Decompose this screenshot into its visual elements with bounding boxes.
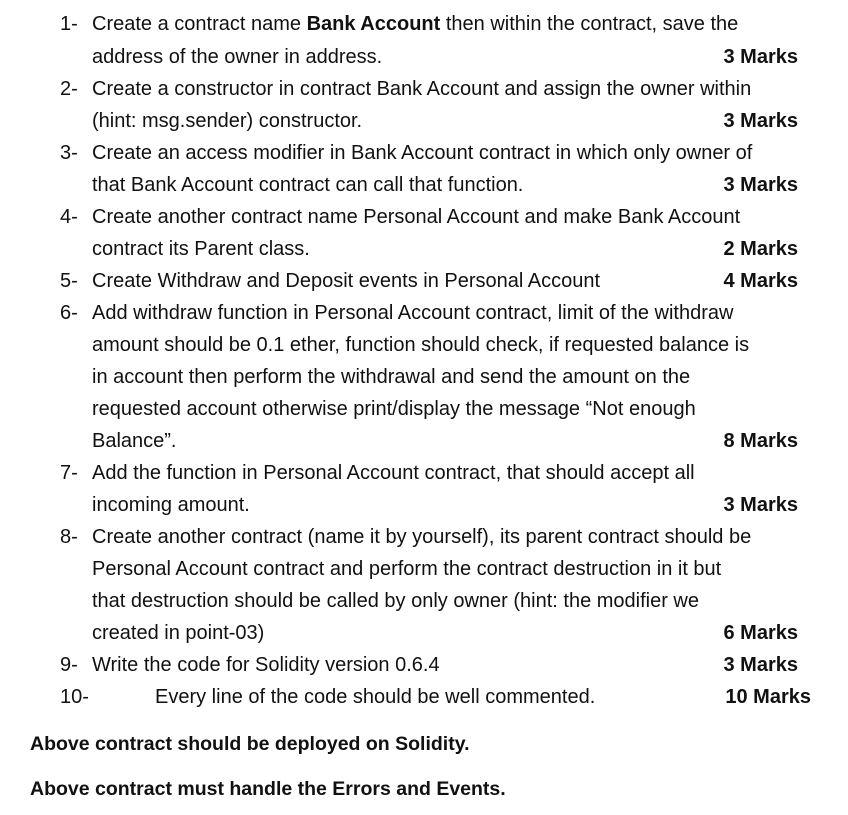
item-number: 9- [60, 654, 78, 676]
item-text: that destruction should be called by only owner (hint: the modifier we [92, 590, 700, 612]
contract-name-bold: Bank Account [306, 13, 441, 35]
item-text: amount should be 0.1 ether, function should check, if requested balance is [92, 334, 750, 356]
item-number: 2- [60, 78, 78, 100]
marks-label: 3 Marks [723, 494, 798, 516]
item-text: address of the owner in address. [92, 46, 383, 68]
marks-label: 3 Marks [723, 654, 798, 676]
item-text: Write the code for Solidity version 0.6.4 [92, 654, 440, 676]
item-text: Personal Account contract and perform the contract destruction in it but [92, 558, 722, 580]
item-text: requested account otherwise print/display the message “Not enough [92, 398, 696, 420]
item-text: that Bank Account contract can call that function. [92, 174, 524, 196]
item-text [92, 12, 738, 36]
item-text: Add the function in Personal Account contract, that should accept all [92, 462, 695, 484]
item-text: Create an access modifier in Bank Account contract in which only owner of [92, 142, 753, 164]
item-text: incoming amount. [92, 494, 250, 516]
item-number: 1- [60, 13, 78, 35]
item-text: Add withdraw function in Personal Account contract, limit of the withdraw [92, 302, 734, 324]
item-text: in account then perform the withdrawal and send the amount on the [92, 366, 691, 388]
item-text: Create another contract (name it by yourself), its parent contract should be [92, 526, 752, 548]
marks-label: 10 Marks [725, 686, 811, 708]
item-text: Every line of the code should be well commented. [155, 686, 596, 708]
item-text: contract its Parent class. [92, 238, 310, 260]
item-text: Create Withdraw and Deposit events in Personal Account [92, 270, 601, 292]
marks-label: 3 Marks [723, 110, 798, 132]
marks-label: 3 Marks [723, 46, 798, 68]
item-text: (hint: msg.sender) constructor. [92, 110, 363, 132]
item-text-part: then within the contract, save the [440, 13, 739, 35]
item-text-part: Create a contract name [92, 13, 307, 35]
item-number: 5- [60, 270, 78, 292]
item-number: 3- [60, 142, 78, 164]
footer-note-errors-events: Above contract must handle the Errors and Events. [30, 778, 506, 800]
marks-label: 2 Marks [723, 238, 798, 260]
item-text: created in point-03) [92, 622, 265, 644]
item-number: 8- [60, 526, 78, 548]
marks-label: 8 Marks [723, 430, 798, 452]
footer-note-deploy: Above contract should be deployed on Solidity. [30, 733, 470, 755]
item-number: 4- [60, 206, 78, 228]
item-number: 10- [60, 686, 89, 708]
item-text: Balance”. [92, 430, 177, 452]
marks-label: 6 Marks [723, 622, 798, 644]
item-text: Create a constructor in contract Bank Account and assign the owner within [92, 78, 752, 100]
item-text: Create another contract name Personal Account and make Bank Account [92, 206, 741, 228]
marks-label: 3 Marks [723, 174, 798, 196]
marks-label: 4 Marks [723, 270, 798, 292]
item-number: 7- [60, 462, 78, 484]
item-number: 6- [60, 302, 78, 324]
